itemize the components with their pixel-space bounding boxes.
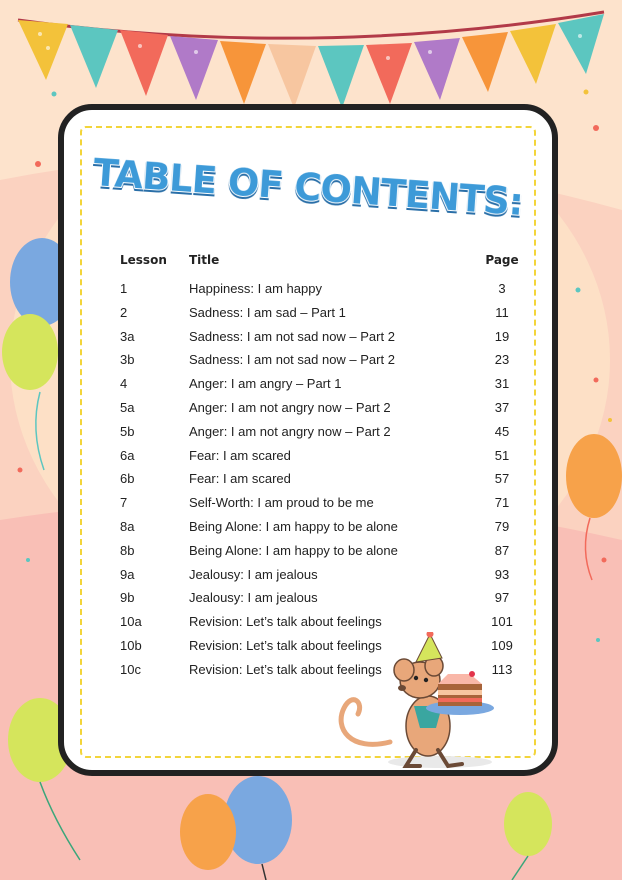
contents-table [120,253,524,686]
table-row [120,519,524,543]
lesson-number: 10c [120,661,141,677]
page-number: 19 [494,328,510,344]
page-number: 109 [491,637,513,653]
table-row [120,352,524,376]
page-number: 113 [491,661,513,677]
lesson-title: Sadness: I am sad – Part 1 [189,304,346,320]
lesson-title: Being Alone: I am happy to be alone [189,542,398,558]
page-number: 101 [491,614,513,630]
page-number: 37 [494,399,510,415]
lesson-title: Sadness: I am not sad now – Part 2 [189,328,395,344]
table-row [120,329,524,353]
table-row [120,424,524,448]
table-header [120,253,524,281]
lesson-title: Jealousy: I am jealous [189,590,318,606]
table-row [120,495,524,519]
table-row [120,471,524,495]
lesson-number: 3a [120,328,135,344]
lesson-title: Revision: Let’s talk about feelings [189,637,382,653]
lesson-number: 8b [120,542,135,558]
table-row [120,376,524,400]
lesson-title: Jealousy: I am jealous [189,566,318,582]
lesson-number: 8a [120,518,135,534]
lesson-number: 5b [120,423,135,439]
page-number: 93 [494,566,510,582]
table-row [120,305,524,329]
table-row [120,448,524,472]
column-header-title: Title [189,253,220,267]
lesson-number: 6a [120,447,135,463]
page-number: 31 [494,376,510,392]
page-number: 45 [494,423,510,439]
column-header-page: Page [485,253,519,267]
page-number: 79 [494,518,510,534]
lesson-title: Anger: I am not angry now – Part 2 [189,399,391,415]
lesson-number: 2 [120,304,128,320]
lesson-title: Fear: I am scared [189,447,291,463]
lesson-title: Fear: I am scared [189,471,291,487]
lesson-number: 10a [120,614,142,630]
mouse-with-cake-icon [330,632,500,772]
lesson-title: Anger: I am angry – Part 1 [189,376,342,392]
table-row [120,281,524,305]
table-row [120,567,524,591]
table-row [120,543,524,567]
lesson-number: 7 [120,495,128,511]
lesson-number: 9a [120,566,135,582]
lesson-number: 3b [120,352,135,368]
lesson-number: 5a [120,399,135,415]
lesson-title: Revision: Let’s talk about feelings [189,661,382,677]
lesson-title: Revision: Let’s talk about feelings [189,614,382,630]
lesson-title: Sadness: I am not sad now – Part 2 [189,352,395,368]
lesson-number: 6b [120,471,135,487]
table-row [120,590,524,614]
lesson-title: Being Alone: I am happy to be alone [189,518,398,534]
lesson-number: 9b [120,590,135,606]
page-number: 57 [494,471,510,487]
page-number: 87 [494,542,510,558]
lesson-number: 10b [120,637,142,653]
page-title: TABLE OF CONTENTS: [91,151,525,224]
page-number: 3 [498,281,506,296]
page-number: 97 [494,590,510,606]
page-number: 51 [494,447,510,463]
lesson-title: Happiness: I am happy [189,281,322,296]
lesson-title: Anger: I am not angry now – Part 2 [189,423,391,439]
page-number: 11 [495,304,509,320]
page-number: 23 [494,352,510,368]
page-number: 71 [494,495,510,511]
table-row [120,400,524,424]
lesson-title: Self-Worth: I am proud to be me [189,495,374,511]
lesson-number: 4 [120,376,128,392]
lesson-number: 1 [120,281,128,296]
column-header-lesson: Lesson [120,253,167,267]
